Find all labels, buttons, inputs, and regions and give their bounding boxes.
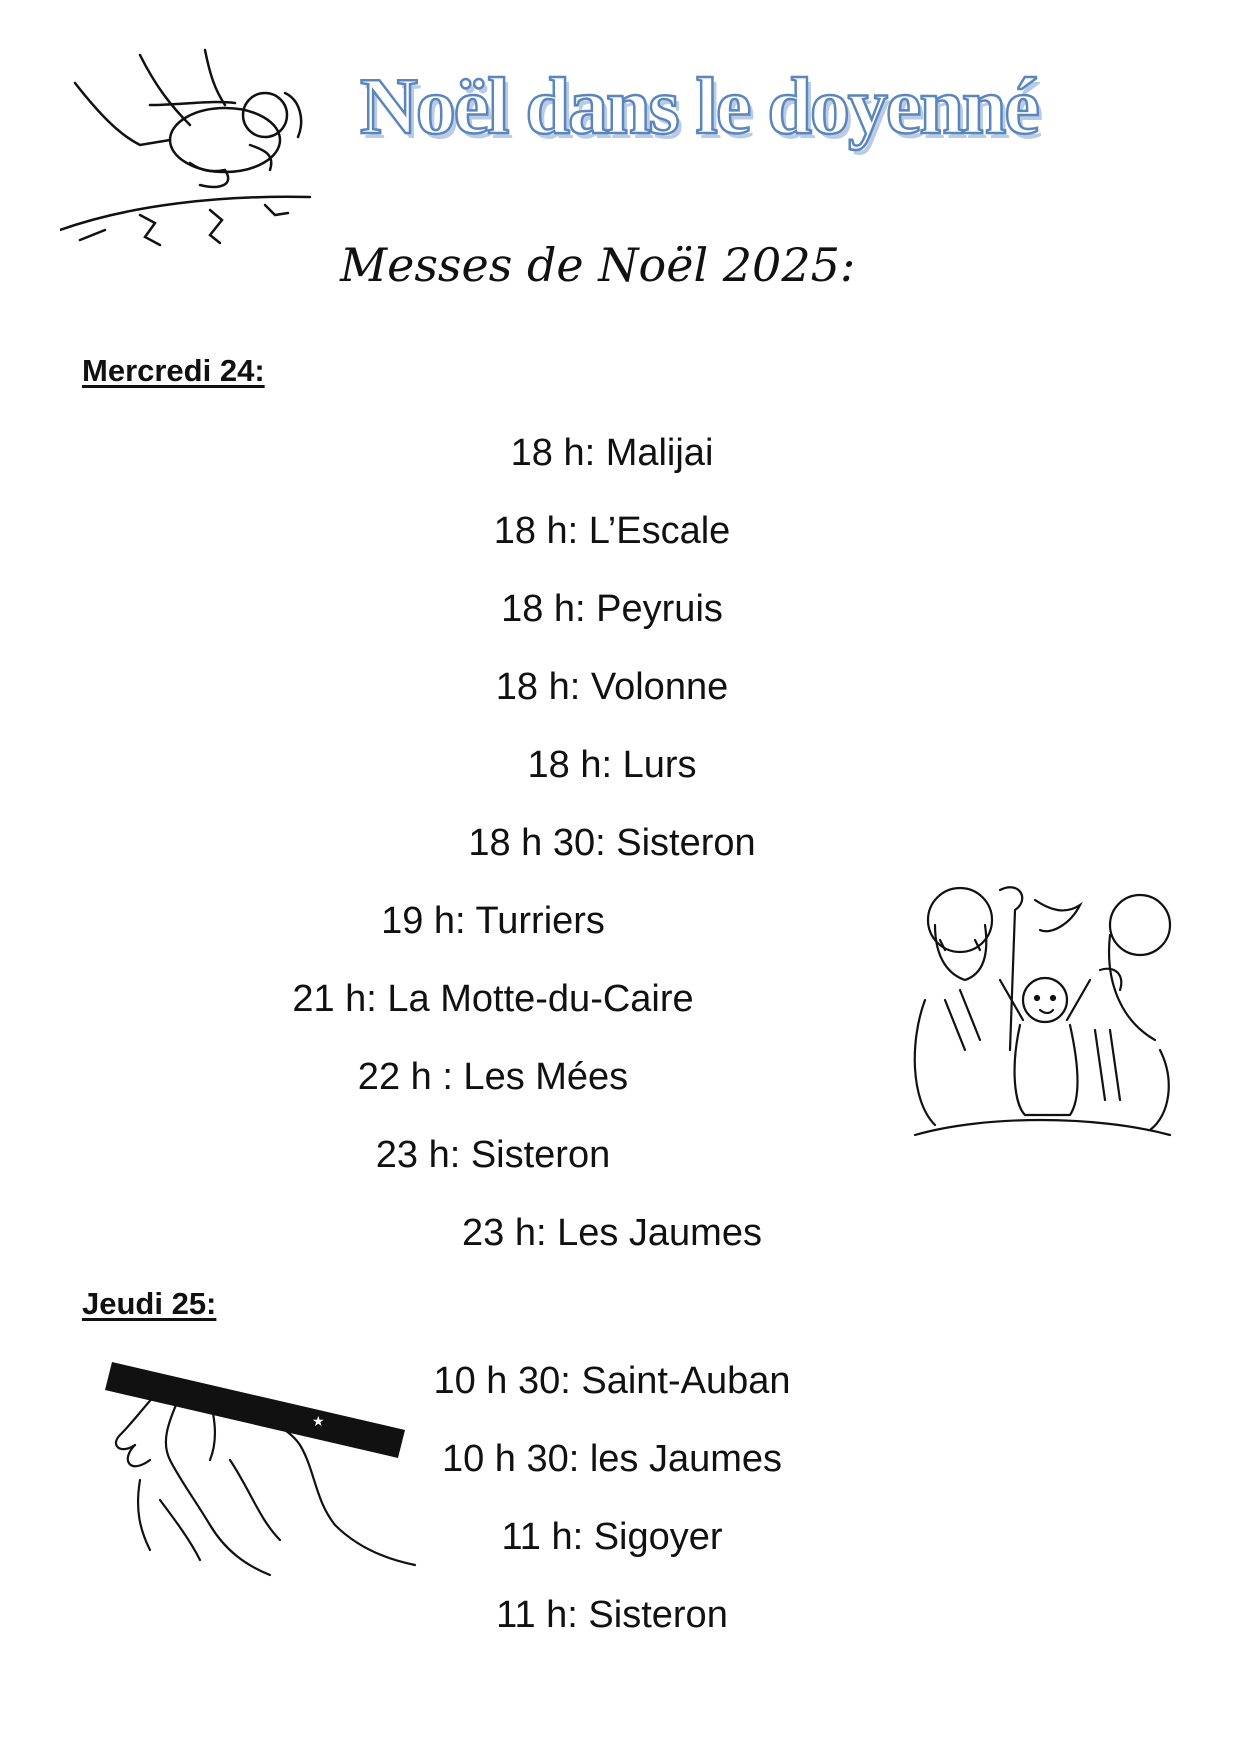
mass-time: 23 h: Les Jaumes	[462, 1212, 762, 1254]
mass-time: 18 h 30: Sisteron	[468, 822, 756, 864]
page-title: Noël dans le doyenné	[360, 63, 1038, 151]
mass-time: 18 h: Malijai	[510, 432, 714, 474]
day-heading-wednesday: Mercredi 24:	[82, 353, 265, 388]
mass-time: 23 h: Sisteron	[375, 1134, 611, 1176]
mass-time: 19 h: Turriers	[381, 900, 605, 942]
hands-illustration	[100, 1350, 420, 1580]
mass-time: 18 h: Peyruis	[501, 588, 723, 630]
page-subtitle: Messes de Noël 2025:	[340, 238, 856, 292]
mass-time: 18 h: Lurs	[527, 744, 697, 786]
mass-time: 11 h: Sigoyer	[501, 1516, 723, 1558]
infant-globe-illustration	[60, 45, 370, 275]
mass-time: 22 h : Les Mées	[357, 1056, 629, 1098]
mass-time: 10 h 30: les Jaumes	[441, 1438, 783, 1480]
day-heading-thursday: Jeudi 25:	[82, 1286, 217, 1321]
mass-time: 11 h: Sisteron	[496, 1594, 728, 1636]
mass-time: 18 h: L’Escale	[493, 510, 731, 552]
mass-time: 18 h: Volonne	[495, 666, 729, 708]
nativity-illustration	[905, 880, 1180, 1155]
mass-time: 10 h 30: Saint-Auban	[433, 1360, 791, 1402]
mass-time: 21 h: La Motte-du-Caire	[292, 978, 694, 1020]
svg-text:★: ★	[312, 1414, 325, 1430]
